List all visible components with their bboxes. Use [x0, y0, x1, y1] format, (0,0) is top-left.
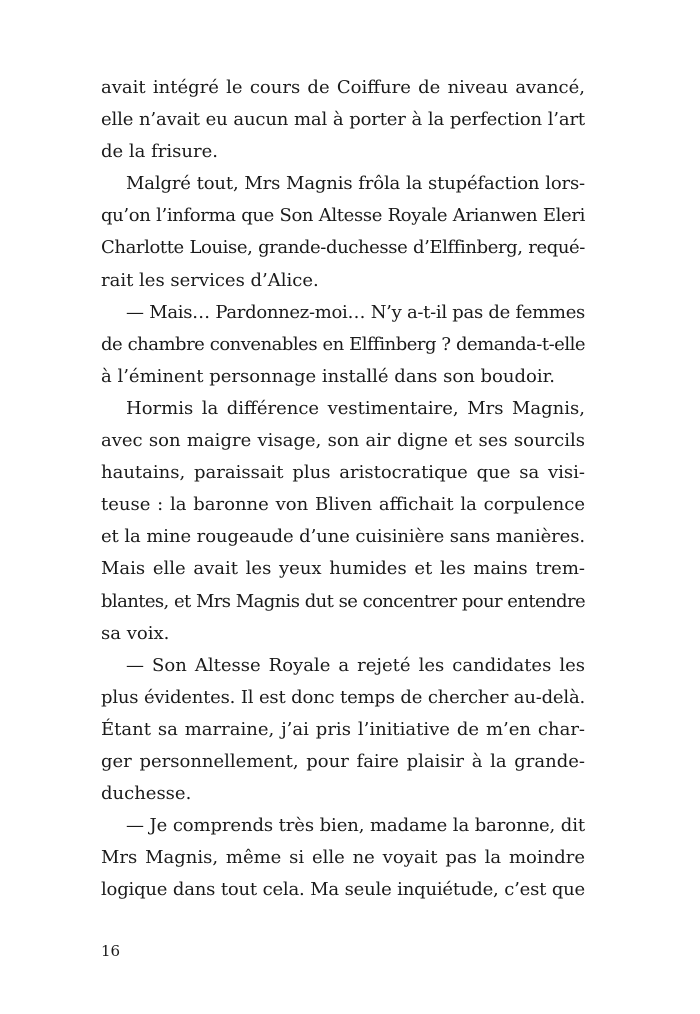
text-line: sa voix. — [101, 622, 170, 644]
text-line: duchesse. — [101, 783, 192, 805]
page-number: 16 — [101, 942, 121, 960]
text-line: elle n’avait eu aucun mal à porter à la perfection l’art — [101, 109, 585, 131]
text-line: ger personnellement, pour faire plaisir à la grande- — [101, 750, 585, 772]
text-line: de la frisure. — [101, 141, 218, 163]
text-line: et la mine rougeaude d’une cuisinière sans manières. — [101, 526, 585, 548]
text-line: qu’on l’informa que Son Altesse Royale Arianwen Eleri — [101, 205, 585, 227]
text-line: Étant sa marraine, j’ai pris l’initiative de m’en char- — [101, 718, 585, 740]
text-line: Charlotte Louise, grande-duchesse d’Elffinberg, requé- — [101, 237, 585, 259]
text-line: avait intégré le cours de Coiffure de niveau avancé, — [101, 77, 585, 98]
text-line: Mais elle avait les yeux humides et les mains trem- — [101, 558, 585, 580]
body-text — [101, 72, 585, 906]
text-line: Malgré tout, Mrs Magnis frôla la stupéfaction lors- — [126, 173, 585, 195]
text-line: logique dans tout cela. Ma seule inquiétude, c’est que — [101, 879, 585, 901]
text-line: plus évidentes. Il est donc temps de chercher au-delà. — [101, 686, 585, 708]
text-line: à l’éminent personnage installé dans son boudoir. — [101, 365, 555, 387]
text-line: hautains, paraissait plus aristocratique que sa visi- — [101, 462, 585, 484]
text-line: rait les services d’Alice. — [101, 269, 319, 291]
text-line: — Mais… Pardonnez-moi… N’y a-t-il pas de femmes — [126, 301, 585, 323]
text-line: avec son maigre visage, son air digne et ses sourcils — [101, 430, 585, 452]
text-line: Mrs Magnis, même si elle ne voyait pas la moindre — [101, 847, 585, 869]
text-line: de chambre convenables en Elffinberg ? demanda-t-elle — [101, 333, 585, 355]
text-line: Hormis la différence vestimentaire, Mrs Magnis, — [126, 397, 585, 419]
text-line: — Je comprends très bien, madame la baronne, dit — [126, 815, 585, 837]
text-line: teuse : la baronne von Bliven affichait la corpulence — [101, 494, 585, 516]
text-line: — Son Altesse Royale a rejeté les candidates les — [126, 654, 585, 676]
text-line: blantes, et Mrs Magnis dut se concentrer pour entendre — [101, 590, 585, 612]
